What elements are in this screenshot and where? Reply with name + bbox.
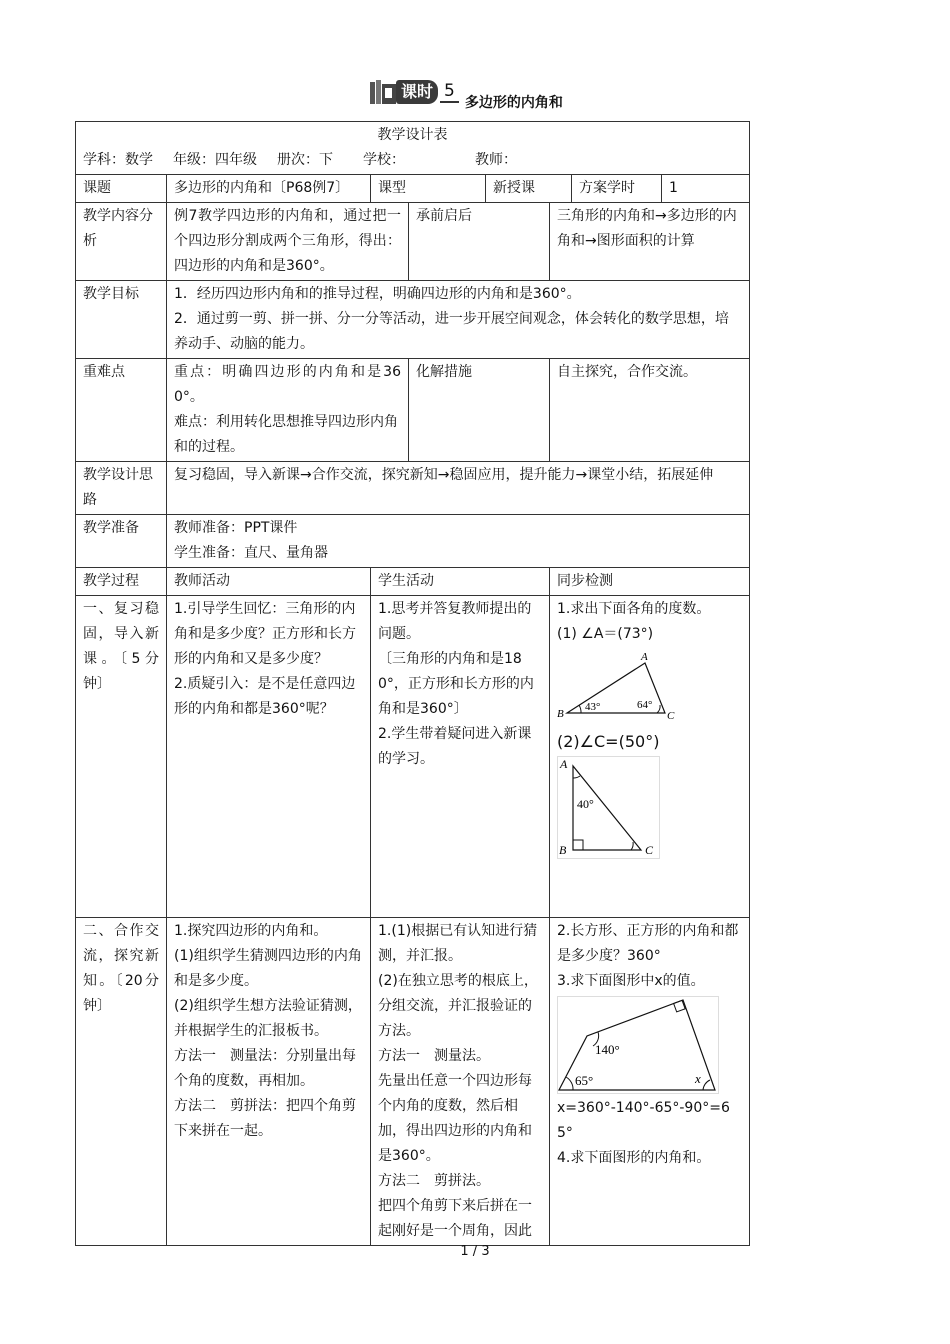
lesson-header bbox=[368, 72, 563, 111]
link-label: 承前启后 bbox=[409, 203, 550, 281]
stage2-check bbox=[550, 918, 750, 1246]
list-item: 方法一 测量法。 bbox=[378, 1048, 490, 1064]
goal-1: 1．经历四边形内角和的推导过程，明确四边形的内角和是360°。 bbox=[174, 286, 581, 302]
link-value: 三角形的内角和→多边形的内角和→图形面积的计算 bbox=[550, 203, 750, 281]
prep-cell bbox=[167, 515, 750, 568]
table-row bbox=[76, 281, 750, 359]
lesson-logo bbox=[368, 78, 459, 106]
question-2: (2)∠C=(50°) bbox=[557, 732, 660, 751]
stage1-check bbox=[550, 596, 750, 918]
topic-label: 课题 bbox=[76, 175, 167, 203]
vertex-a: A bbox=[560, 757, 568, 771]
measure-value: 自主探究，合作交流。 bbox=[550, 359, 750, 462]
angle-140-label: 140° bbox=[595, 1042, 620, 1057]
lesson-title: 多边形的内角和 bbox=[464, 95, 563, 111]
list-item: 方法一 测量法：分别量出每个角的度数，再相加。 bbox=[174, 1048, 356, 1089]
list-item: 1.思考并答复教师提出的问题。 bbox=[378, 601, 532, 642]
list-item: 2.长方形、正方形的内角和都是多少度？360° bbox=[557, 923, 739, 964]
list-item: 2.学生带着疑问进入新课的学习。 bbox=[378, 726, 532, 767]
vertex-c: C bbox=[645, 843, 654, 857]
angle-b-label: 43° bbox=[585, 701, 601, 713]
table-row bbox=[76, 918, 750, 1246]
list-item: 1.探究四边形的内角和。 bbox=[174, 923, 328, 939]
list-item: 〔三角形的内角和是180°，正方形和长方形的内角和是360°〕 bbox=[378, 651, 534, 717]
table-header-cell bbox=[76, 122, 750, 175]
content-label: 教学内容分析 bbox=[76, 203, 167, 281]
stage1-label: 一、复习稳固，导入新课。〔5分钟〕 bbox=[76, 596, 167, 918]
angle-c-label: 64° bbox=[637, 699, 653, 711]
table-row bbox=[76, 462, 750, 515]
table-row bbox=[76, 568, 750, 596]
table-row bbox=[76, 359, 750, 462]
teacher-header: 教师活动 bbox=[167, 568, 371, 596]
vertex-b: B bbox=[559, 843, 567, 857]
design-value: 复习稳固，导入新课→合作交流，探究新知→稳固应用，提升能力→课堂小结，拓展延伸 bbox=[167, 462, 750, 515]
list-item: 2.质疑引入：是不是任意四边形的内角和都是360°呢？ bbox=[174, 676, 356, 717]
measure-label: 化解措施 bbox=[409, 359, 550, 462]
prep-label: 教学准备 bbox=[76, 515, 167, 568]
list-item: (2)在独立思考的根底上，分组交流，并汇报验证的方法。 bbox=[378, 973, 538, 1039]
meta-grade: 年级：四年级 bbox=[173, 152, 257, 168]
check-title: 1.求出下面各角的度数。 bbox=[557, 601, 711, 617]
quadrilateral-figure bbox=[557, 996, 719, 1094]
vertex-b: B bbox=[557, 708, 564, 720]
difficulty: 难点：利用转化思想推导四边形内角和的过程。 bbox=[174, 414, 398, 455]
table-meta bbox=[83, 148, 742, 173]
table-row bbox=[76, 515, 750, 568]
list-item: 方法二 剪拼法。 bbox=[378, 1173, 490, 1189]
lesson-badge: 课时 bbox=[396, 80, 438, 104]
check-header: 同步检测 bbox=[550, 568, 750, 596]
question-1: (1) ∠A＝(73°) bbox=[557, 626, 654, 642]
process-header: 教学过程 bbox=[76, 568, 167, 596]
table-row bbox=[76, 175, 750, 203]
vertex-c: C bbox=[667, 710, 675, 722]
student-header: 学生活动 bbox=[371, 568, 550, 596]
design-label: 教学设计思路 bbox=[76, 462, 167, 515]
stage2-teacher bbox=[167, 918, 371, 1246]
key-cell bbox=[167, 359, 409, 462]
hours-label: 方案学时 bbox=[572, 175, 662, 203]
list-item: 1.(1)根据已有认知进行猜测，并汇报。 bbox=[378, 923, 538, 964]
angle-a-label: 40° bbox=[577, 797, 594, 811]
list-item: (1)组织学生猜测四边形的内角和是多少度。 bbox=[174, 948, 362, 989]
list-item: 1.引导学生回忆：三角形的内角和是多少度？正方形和长方形的内角和又是多少度？ bbox=[174, 601, 356, 667]
topic-value: 多边形的内角和〔P68例7〕 bbox=[167, 175, 371, 203]
list-item: 3.求下面图形中x的值。 bbox=[557, 973, 705, 989]
content-value: 例7教学四边形的内角和，通过把一个四边形分割成两个三角形，得出：四边形的内角和是360°。 bbox=[167, 203, 409, 281]
stage2-student bbox=[371, 918, 550, 1246]
list-item: 把四个角剪下来后拼在一起刚好是一个周角，因此 bbox=[378, 1198, 532, 1239]
meta-subject: 学科：数学 bbox=[83, 152, 153, 168]
lesson-type-value: 新授课 bbox=[486, 175, 572, 203]
triangle-figure-1 bbox=[557, 649, 677, 723]
hours-value: 1 bbox=[662, 175, 750, 203]
stage1-student bbox=[371, 596, 550, 918]
stage1-teacher bbox=[167, 596, 371, 918]
meta-volume: 册次：下 bbox=[277, 152, 333, 168]
goals-cell bbox=[167, 281, 750, 359]
prep-teacher: 教师准备：PPT课件 bbox=[174, 520, 298, 536]
meta-school: 学校： bbox=[363, 152, 405, 168]
key-label: 重难点 bbox=[76, 359, 167, 462]
list-item: (2)组织学生想方法验证猜测，并根据学生的汇报板书。 bbox=[174, 998, 362, 1039]
lesson-plan-table bbox=[75, 121, 750, 1246]
goals-label: 教学目标 bbox=[76, 281, 167, 359]
question-4: 4.求下面图形的内角和。 bbox=[557, 1150, 711, 1166]
goal-2: 2．通过剪一剪、拼一拼、分一分等活动，进一步开展空间观念，体会转化的数学思想，培养动手、动脑的能力。 bbox=[174, 311, 729, 352]
lesson-type-label: 课型 bbox=[371, 175, 486, 203]
table-row bbox=[76, 203, 750, 281]
table-title: 教学设计表 bbox=[377, 127, 448, 143]
lesson-number: 5 bbox=[440, 81, 459, 103]
vertex-a: A bbox=[641, 651, 648, 663]
list-item: 先量出任意一个四边形每个内角的度数，然后相加，得出四边形的内角和是360°。 bbox=[378, 1073, 532, 1164]
prep-student: 学生准备：直尺、量角器 bbox=[174, 545, 328, 561]
page-number: 1 / 3 bbox=[460, 1244, 490, 1259]
angle-x-label: x bbox=[695, 1071, 701, 1086]
triangle-figure-2 bbox=[557, 756, 661, 860]
meta-teacher: 教师： bbox=[475, 152, 517, 168]
list-item: 方法二 剪拼法：把四个角剪下来拼在一起。 bbox=[174, 1098, 356, 1139]
stage2-label: 二、合作交流，探究新知。〔20分钟〕 bbox=[76, 918, 167, 1246]
key-point: 重点：明确四边形的内角和是360°。 bbox=[174, 364, 401, 405]
answer-text: x=360°-140°-65°-90°=65° bbox=[557, 1100, 730, 1141]
book-icon bbox=[368, 78, 398, 106]
angle-65-label: 65° bbox=[575, 1073, 594, 1088]
table-row bbox=[76, 596, 750, 918]
